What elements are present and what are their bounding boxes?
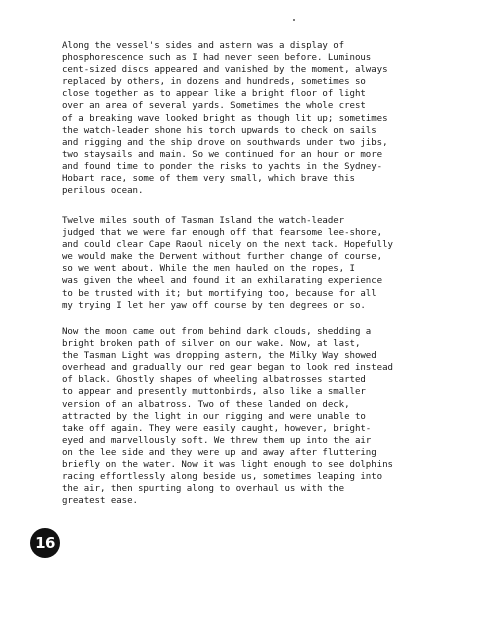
text-line: on the lee side and they were up and away after fluttering <box>62 447 377 458</box>
text-line: my trying I let her yaw off course by ten degrees or so. <box>62 300 366 311</box>
text-line: we would make the Derwent without further change of course, <box>62 252 383 263</box>
text-line: version of an albatross. Two of these landed on deck, <box>62 399 350 410</box>
text-line: Along the vessel's sides and astern was a display of <box>62 41 345 51</box>
text-line: judged that we were far enough off that fearsome lee-shore, <box>62 228 383 239</box>
text-line: Twelve miles south of Tasman Island the watch-leader <box>62 216 345 226</box>
text-line: the Tasman Light was dropping astern, the Milky Way showed <box>62 351 377 362</box>
paragraph-tasman-island <box>62 215 462 312</box>
text-line: eyed and marvellously soft. We threw them up into the air <box>62 435 372 446</box>
text-line: Hobart race, some of them very small, which brave this <box>62 174 355 185</box>
page-number: 16 <box>35 534 55 552</box>
text-line: so we went about. While the men hauled on the ropes, I <box>62 264 355 275</box>
text-line: Now the moon came out from behind dark clouds, shedding a <box>62 327 372 337</box>
text-line: greatest ease. <box>62 496 138 507</box>
text-line: over an area of several yards. Sometimes the whole crest <box>62 101 366 112</box>
text-line: to appear and presently muttonbirds, also like a smaller <box>62 387 366 398</box>
text-line: briefly on the water. Now it was light enough to see dolphins <box>62 460 393 471</box>
text-line: replaced by others, in dozens and hundreds, sometimes so <box>62 77 366 88</box>
text-line: the watch-leader shone his torch upwards to check on sails <box>62 125 377 136</box>
text-line: attracted by the light in our rigging and were unable to <box>62 411 366 422</box>
text-line: and could clear Cape Raoul nicely on the next tack. Hopefully <box>62 240 393 251</box>
text-line: the air, then spurting along to overhaul us with the <box>62 484 345 495</box>
text-line: and found time to ponder the risks to yachts in the Sydney- <box>62 161 383 172</box>
text-line: take off again. They were easily caught, however, bright- <box>62 423 372 434</box>
text-line: and rigging and the ship drove on southwards under two jibs, <box>62 137 388 148</box>
paragraph-moon <box>62 326 462 507</box>
text-line: two staysails and main. So we continued for an hour or more <box>62 149 383 160</box>
page-number-badge <box>30 528 60 558</box>
text-line: overhead and gradually our red gear began to look red instead <box>62 363 393 374</box>
text-line: close together as to appear like a bright floor of light <box>62 89 366 100</box>
text-line: phosphorescence such as I had never seen before. Luminous <box>62 53 372 64</box>
text-line: of black. Ghostly shapes of wheeling albatrosses started <box>62 375 366 386</box>
paragraph-phosphorescence <box>62 40 462 197</box>
speck-mark <box>293 19 295 21</box>
text-line: of a breaking wave looked bright as though lit up; sometimes <box>62 113 388 124</box>
text-line: racing effortlessly along beside us, sometimes leaping into <box>62 472 383 483</box>
text-line: was given the wheel and found it an exhilarating experience <box>62 276 383 287</box>
text-line: to be trusted with it; but mortifying too, because for all <box>62 288 377 299</box>
text-line: cent-sized discs appeared and vanished by the moment, always <box>62 65 388 76</box>
text-line: perilous ocean. <box>62 186 144 197</box>
text-line: bright broken path of silver on our wake. Now, at last, <box>62 339 361 350</box>
